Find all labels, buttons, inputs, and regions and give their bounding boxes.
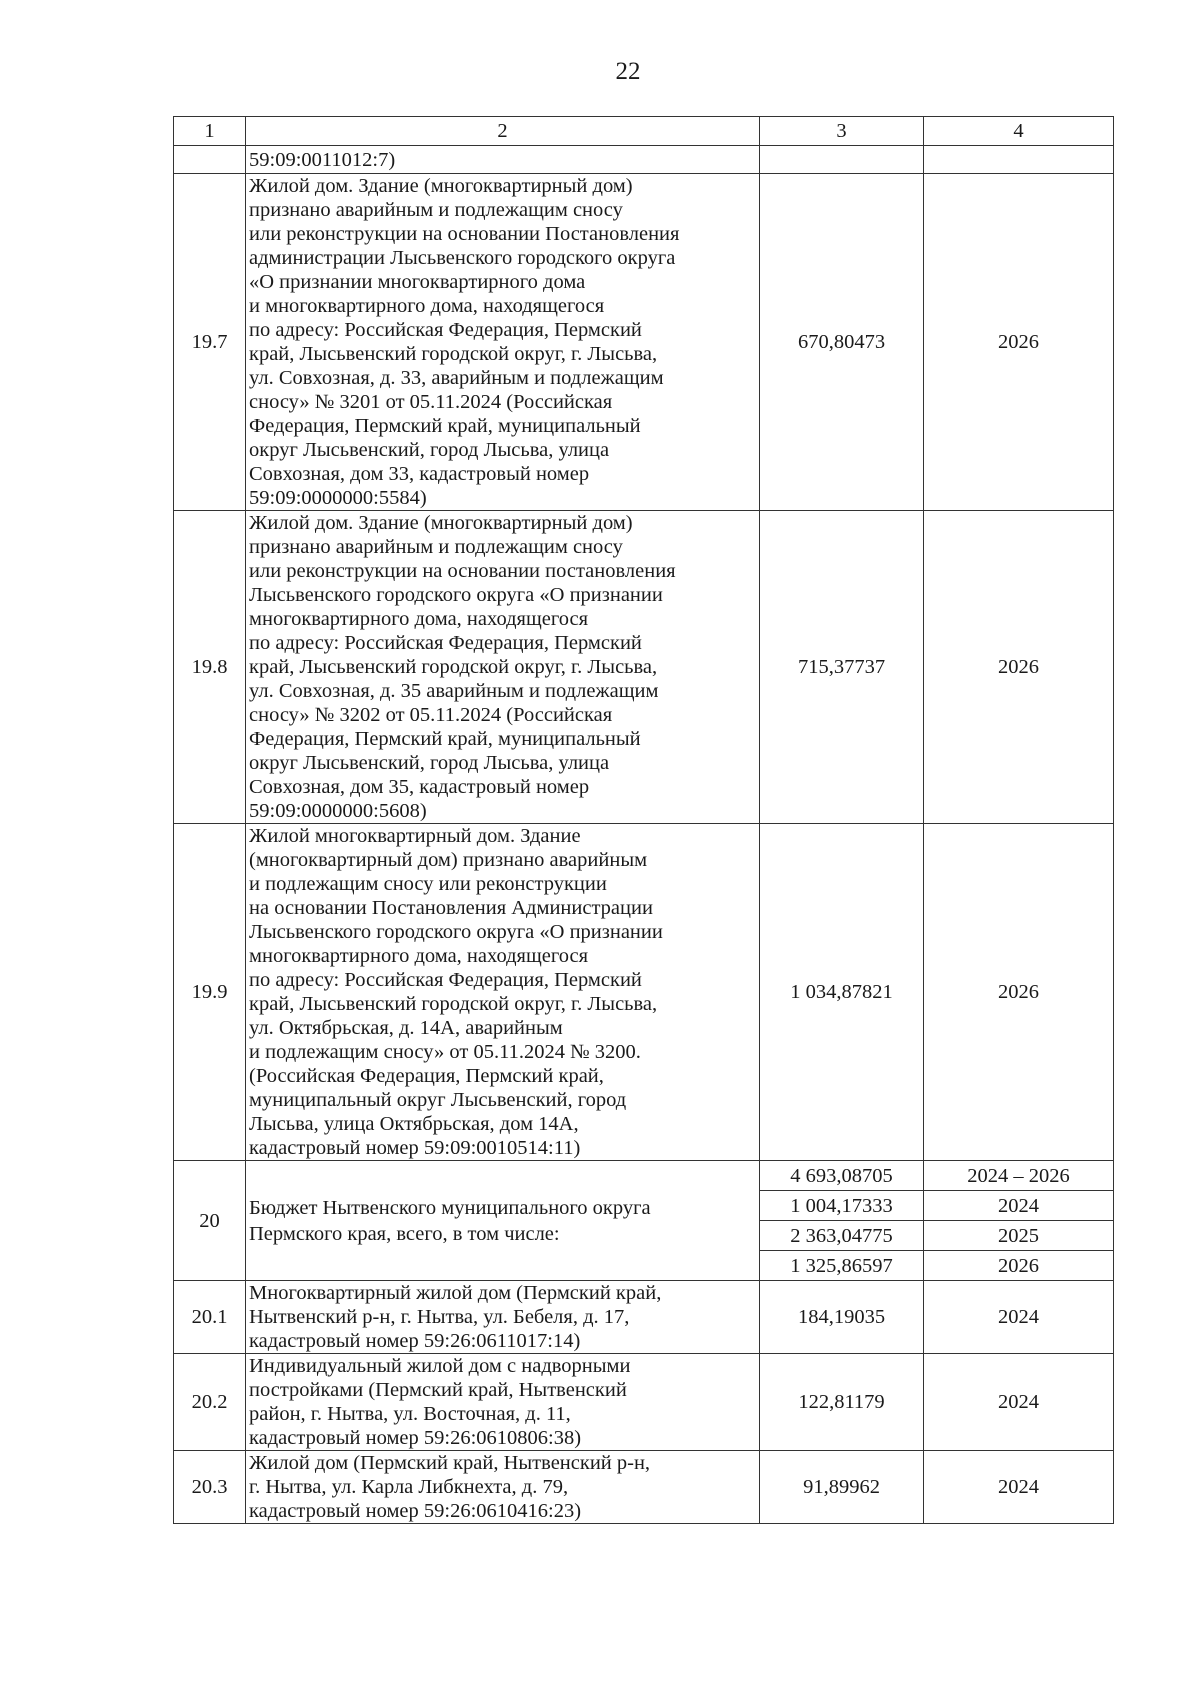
row-number: [174, 146, 246, 174]
budget-year: 2025: [924, 1221, 1114, 1251]
table-row: [174, 1451, 1114, 1524]
budget-year: 2024: [924, 1191, 1114, 1221]
row-description: 59:09:0011012:7): [246, 146, 760, 174]
row-description: Индивидуальный жилой дом с надворными постройками (Пермский край, Нытвенский район, г. Нытва, ул. Восточная, д. 11, кадастровый номер 59:26:0610806:38): [246, 1354, 760, 1451]
row-number: 19.7: [174, 174, 246, 511]
budget-amount: 1 004,17333: [760, 1191, 924, 1221]
table-row: [174, 511, 1114, 824]
page-number: 22: [615, 58, 641, 85]
table-row: [174, 824, 1114, 1161]
row-description: Жилой многоквартирный дом. Здание (многоквартирный дом) признано аварийным и подлежащим сносу или реконструкции на основании Постановления Администрации Лысьвенского городского округа «О признании многоквартирного дома, находящегося по адресу: Российская Федерация, Пермский край, Лысьвенский городской округ, г. Лысьва, ул. Октябрьская, д. 14А, аварийным и подлежащим сносу» от 05.11.2024 № 3200. (Российская Федерация, Пермский край, муниципальный округ Лысьвенский, город Лысьва, улица Октябрьская, дом 14А, кадастровый номер 59:09:0010514:11): [246, 824, 760, 1161]
row-amount: 122,81179: [760, 1354, 924, 1451]
row-description: Многоквартирный жилой дом (Пермский край, Нытвенский р-н, г. Нытва, ул. Бебеля, д. 17, кадастровый номер 59:26:0611017:14): [246, 1281, 760, 1354]
row-year: 2024: [924, 1281, 1114, 1354]
budget-amount-total: 4 693,08705: [760, 1161, 924, 1191]
row-number: 20.3: [174, 1451, 246, 1524]
budget-amount: 1 325,86597: [760, 1251, 924, 1281]
row-amount: 184,19035: [760, 1281, 924, 1354]
row-amount: [760, 146, 924, 174]
row-amount: 715,37737: [760, 511, 924, 824]
budget-amount: 2 363,04775: [760, 1221, 924, 1251]
row-year: 2024: [924, 1451, 1114, 1524]
header-col-4: 4: [924, 117, 1114, 146]
budget-number: 20: [174, 1161, 246, 1281]
budget-row: [174, 1161, 1114, 1191]
budget-description: Бюджет Нытвенского муниципального округа Пермского края, всего, в том числе:: [246, 1161, 760, 1281]
row-description: Жилой дом. Здание (многоквартирный дом) признано аварийным и подлежащим сносу или реконструкции на основании постановления Лысьвенского городского округа «О признании многоквартирного дома, находящегося по адресу: Российская Федерация, Пермский край, Лысьвенский городской округ, г. Лысьва, ул. Совхозная, д. 35 аварийным и подлежащим сносу» № 3202 от 05.11.2024 (Российская Федерация, Пермский край, муниципальный округ Лысьвенский, город Лысьва, улица Совхозная, дом 35, кадастровый номер 59:09:0000000:5608): [246, 511, 760, 824]
header-col-3: 3: [760, 117, 924, 146]
row-year: [924, 146, 1114, 174]
row-number: 19.8: [174, 511, 246, 824]
table-row-continuation: [174, 146, 1114, 174]
row-number: 20.1: [174, 1281, 246, 1354]
row-year: 2026: [924, 174, 1114, 511]
budget-year-total: 2024 – 2026: [924, 1161, 1114, 1191]
table-row: [174, 1354, 1114, 1451]
row-description: Жилой дом (Пермский край, Нытвенский р-н, г. Нытва, ул. Карла Либкнехта, д. 79, кадастровый номер 59:26:0610416:23): [246, 1451, 760, 1524]
row-year: 2026: [924, 511, 1114, 824]
table-row: [174, 1281, 1114, 1354]
row-amount: 91,89962: [760, 1451, 924, 1524]
row-year: 2024: [924, 1354, 1114, 1451]
header-col-2: 2: [246, 117, 760, 146]
row-amount: 1 034,87821: [760, 824, 924, 1161]
row-description: Жилой дом. Здание (многоквартирный дом) признано аварийным и подлежащим сносу или реконструкции на основании Постановления администрации Лысьвенского городского округа «О признании многоквартирного дома и многоквартирного дома, находящегося по адресу: Российская Федерация, Пермский край, Лысьвенский городской округ, г. Лысьва, ул. Совхозная, д. 33, аварийным и подлежащим сносу» № 3201 от 05.11.2024 (Российская Федерация, Пермский край, муниципальный округ Лысьвенский, город Лысьва, улица Совхозная, дом 33, кадастровый номер 59:09:0000000:5584): [246, 174, 760, 511]
row-year: 2026: [924, 824, 1114, 1161]
header-col-1: 1: [174, 117, 246, 146]
row-amount: 670,80473: [760, 174, 924, 511]
budget-year: 2026: [924, 1251, 1114, 1281]
table-row: [174, 174, 1114, 511]
row-number: 20.2: [174, 1354, 246, 1451]
table-header-row: [174, 117, 1114, 146]
program-table: [173, 116, 1114, 1524]
row-number: 19.9: [174, 824, 246, 1161]
